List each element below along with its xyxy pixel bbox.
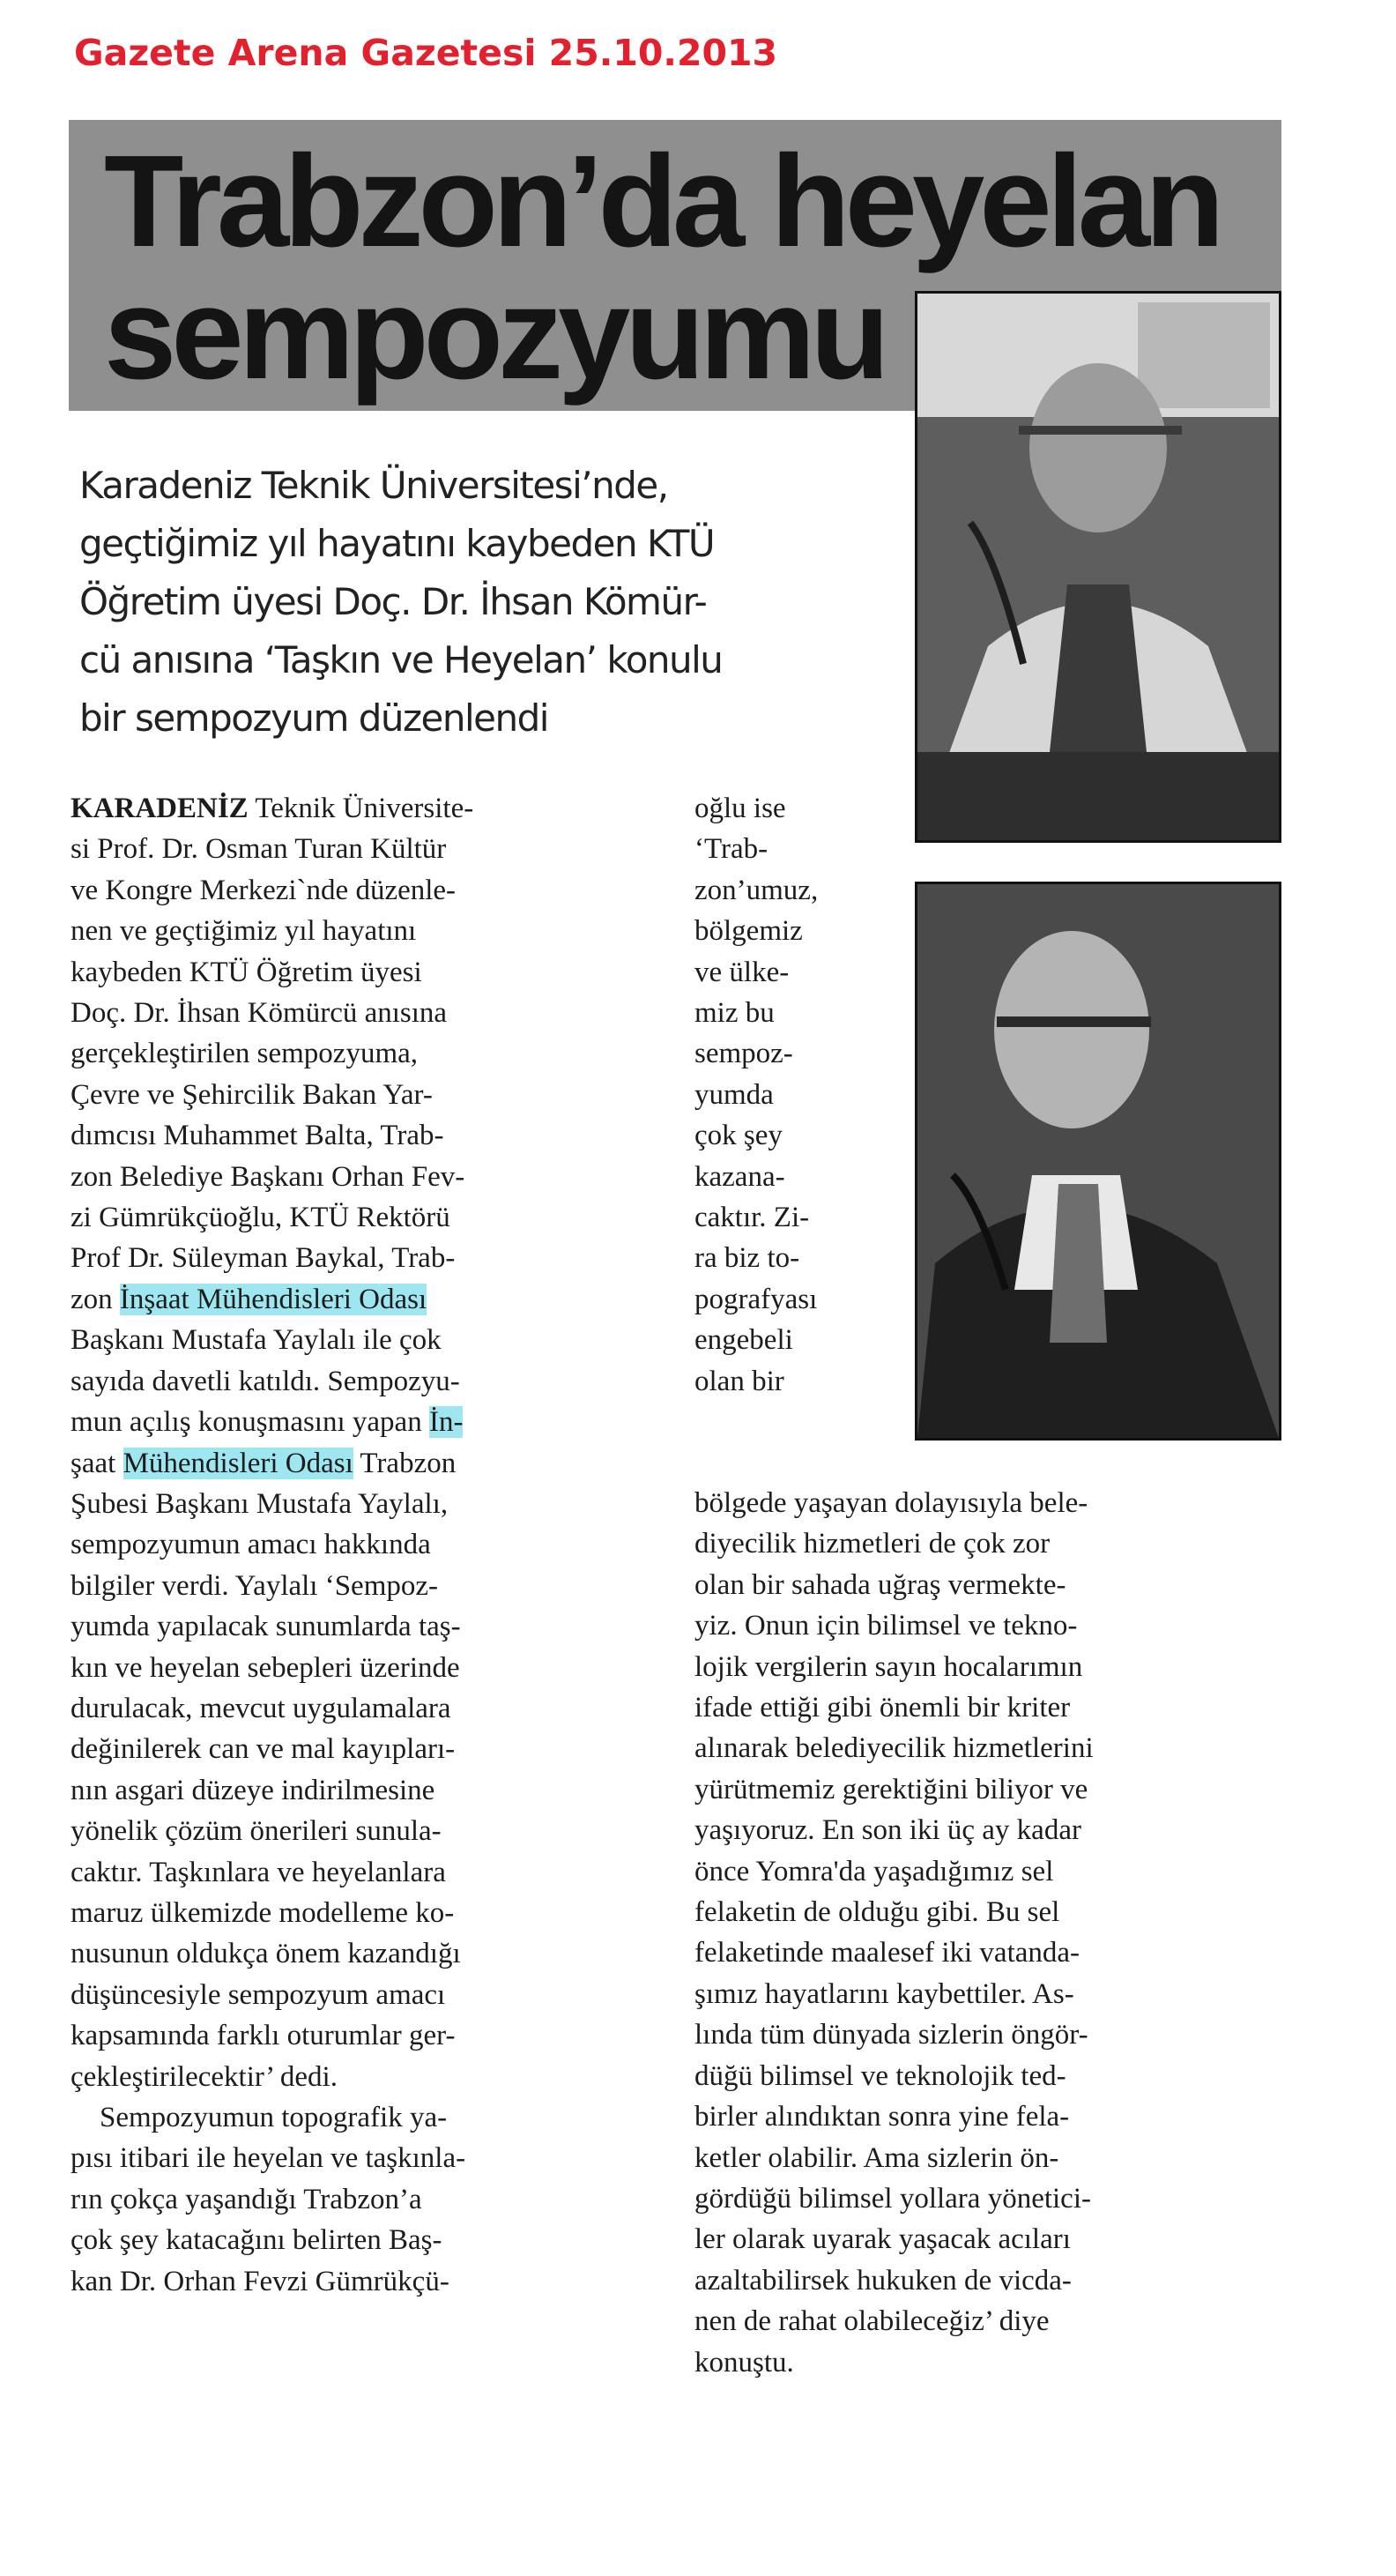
body-line: yürütmemiz gerektiğini biliyor ve bbox=[694, 1773, 1088, 1805]
body-line: diyecilik hizmetleri de çok zor bbox=[694, 1528, 1051, 1560]
body-line: gördüğü bilimsel yollara yönetici- bbox=[694, 2182, 1091, 2215]
body-line: yumda bbox=[694, 1078, 774, 1111]
body-line: Doç. Dr. İhsan Kömürcü anısına bbox=[71, 997, 448, 1030]
body-line: nen ve geçtiğimiz yıl hayatını bbox=[71, 915, 417, 948]
body-line: felaketinde maalesef iki vatanda- bbox=[694, 1937, 1080, 1969]
body-line: dımcısı Muhammet Balta, Trab- bbox=[71, 1120, 444, 1152]
body-column-narrow bbox=[694, 788, 906, 1402]
body-line: ve Kongre Merkezi`nde düzenle- bbox=[71, 874, 457, 906]
body-line: ifade ettiği gibi önemli bir kriter bbox=[694, 1692, 1071, 1724]
deck-line: cü anısına ‘Taşkın ve Heyelan’ konulu bbox=[79, 638, 723, 681]
body-line: nen de rahat olabileceğiz’ diye bbox=[694, 2305, 1050, 2338]
body-line: birler alındıktan sonra yine fela- bbox=[694, 2101, 1070, 2133]
body-line: nın asgari düzeye indirilmesine bbox=[71, 1774, 435, 1806]
body-line: kan Dr. Orhan Fevzi Gümrükçü- bbox=[71, 2265, 449, 2297]
body-line bbox=[71, 788, 652, 829]
deck-line: Karadeniz Teknik Üniversitesi’nde, bbox=[79, 464, 668, 507]
body-line: düşüncesiyle sempozyum amacı bbox=[71, 1978, 446, 2011]
text-run: Teknik Üniversite- bbox=[248, 793, 474, 824]
body-line: kın ve heyelan sebepleri üzerinde bbox=[71, 1651, 460, 1684]
body-line: Şubesi Başkanı Mustafa Yaylalı, bbox=[71, 1487, 449, 1520]
body-column-left bbox=[71, 788, 652, 2302]
body-line bbox=[71, 1402, 652, 1442]
body-line: ‘Trab- bbox=[694, 833, 769, 866]
body-line: ler olarak uyarak yaşacak acıları bbox=[694, 2223, 1071, 2256]
body-line: Sempozyumun topografik ya- bbox=[71, 2102, 448, 2133]
body-line: oğlu ise bbox=[694, 793, 786, 824]
text-run: Trabzon bbox=[353, 1447, 457, 1479]
body-line: rın çokça yaşandığı Trabzon’a bbox=[71, 2183, 422, 2215]
body-line: sempozyumun amacı hakkında bbox=[71, 1529, 431, 1561]
highlighted-text: Mühendisleri Odası bbox=[123, 1447, 353, 1479]
body-line: miz bu bbox=[694, 997, 775, 1030]
body-line bbox=[71, 1443, 652, 1484]
body-line: sayıda davetli katıldı. Sempozyu- bbox=[71, 1365, 460, 1397]
body-line: ketler olabilir. Ama sizlerin ön- bbox=[694, 2141, 1059, 2174]
body-line: düğü bilimsel ve teknolojik ted- bbox=[694, 2059, 1066, 2092]
body-line: Prof Dr. Süleyman Baykal, Trab- bbox=[71, 1242, 456, 1275]
body-column-right bbox=[694, 1483, 1276, 2383]
body-line: nusunun oldukça önem kazandığı bbox=[71, 1938, 461, 1970]
body-line bbox=[71, 1279, 652, 1320]
body-line: felaketin de olduğu gibi. Bu sel bbox=[694, 1896, 1060, 1929]
body-line: olan bir bbox=[694, 1365, 784, 1397]
photo-illustration bbox=[917, 294, 1279, 840]
body-line: Çevre ve Şehircilik Bakan Yar- bbox=[71, 1078, 433, 1111]
body-line: değinilerek can ve mal kayıpları- bbox=[71, 1733, 456, 1766]
text-run: mun açılış konuşmasını yapan bbox=[71, 1406, 429, 1439]
body-line: pısı itibari ile heyelan ve taşkınla- bbox=[71, 2142, 466, 2175]
body-line: sempoz- bbox=[694, 1038, 793, 1070]
text-run: zon bbox=[71, 1283, 120, 1315]
source-label: Gazete Arena Gazetesi 25.10.2013 bbox=[74, 32, 778, 74]
text-run: şaat bbox=[71, 1447, 123, 1479]
body-line: ve ülke- bbox=[694, 956, 790, 988]
body-line: Başkanı Mustafa Yaylalı ile çok bbox=[71, 1324, 442, 1357]
body-line: çok şey bbox=[694, 1120, 783, 1152]
speaker-photo bbox=[915, 291, 1281, 843]
body-line: yönelik çözüm önerileri sunula- bbox=[71, 1815, 442, 1848]
deck-subheadline bbox=[79, 457, 899, 748]
body-line: engebeli bbox=[694, 1324, 793, 1357]
body-line: bölgemiz bbox=[694, 915, 803, 948]
body-line: çekleştirilecektir’ dedi. bbox=[71, 2060, 338, 2093]
body-line: bilgiler verdi. Yaylalı ‘Sempoz- bbox=[71, 1569, 439, 1602]
body-line: si Prof. Dr. Osman Turan Kültür bbox=[71, 833, 447, 866]
deck-line: Öğretim üyesi Doç. Dr. İhsan Kömür- bbox=[79, 580, 707, 623]
body-line: gerçekleştirilen sempozyuma, bbox=[71, 1038, 419, 1070]
body-line: zon Belediye Başkanı Orhan Fev- bbox=[71, 1160, 465, 1193]
body-line: azaltabilirsek hukuken de vicda- bbox=[694, 2264, 1072, 2297]
deck-line: geçtiğimiz yıl hayatını kaybeden KTÜ bbox=[79, 522, 715, 565]
body-line: konuştu. bbox=[694, 2346, 794, 2379]
body-line: caktır. Zi- bbox=[694, 1202, 810, 1234]
body-line: kazana- bbox=[694, 1160, 785, 1193]
body-line: yaşıyoruz. En son iki üç ay kadar bbox=[694, 1814, 1081, 1847]
body-line: caktır. Taşkınlara ve heyelanlara bbox=[71, 1856, 446, 1888]
body-line: bölgede yaşayan dolayısıyla bele- bbox=[694, 1487, 1088, 1519]
body-line: zi Gümrükçüoğlu, KTÜ Rektörü bbox=[71, 1202, 450, 1234]
newspaper-clipping bbox=[65, 120, 1278, 2500]
highlighted-text: İnşaat Mühendisleri Odası bbox=[119, 1283, 427, 1315]
body-line: zon’umuz, bbox=[694, 874, 819, 906]
body-line: durulacak, mevcut uygulamalara bbox=[71, 1692, 451, 1724]
photo-illustration bbox=[917, 884, 1279, 1438]
body-line: önce Yomra'da yaşadığımız sel bbox=[694, 1855, 1054, 1887]
speaker-photo bbox=[915, 882, 1281, 1441]
body-line: alınarak belediyecilik hizmetlerini bbox=[694, 1732, 1094, 1765]
body-line: olan bir sahada uğraş vermekte- bbox=[694, 1568, 1066, 1601]
headline-line: Trabzon’da heyelan bbox=[104, 129, 1220, 274]
body-line: çok şey katacağını belirten Baş- bbox=[71, 2224, 442, 2257]
body-line: yumda yapılacak sunumlarda taş- bbox=[71, 1611, 461, 1643]
body-line: pografyası bbox=[694, 1283, 818, 1315]
body-line: lojik vergilerin sayın hocalarımın bbox=[694, 1650, 1083, 1683]
body-line: kaybeden KTÜ Öğretim üyesi bbox=[71, 956, 422, 988]
deck-line: bir sempozyum düzenlendi bbox=[79, 696, 548, 740]
body-line: lında tüm dünyada sizlerin öngör- bbox=[694, 2019, 1088, 2051]
body-line: maruz ülkemizde modelleme ko- bbox=[71, 1896, 455, 1929]
body-line: yiz. Onun için bilimsel ve tekno- bbox=[694, 1610, 1078, 1642]
body-line: ra biz to- bbox=[694, 1242, 800, 1275]
headline-line: sempozyumu bbox=[104, 261, 885, 406]
highlighted-text: İn- bbox=[428, 1406, 464, 1439]
body-line: şımız hayatlarını kaybettiler. As- bbox=[694, 1977, 1074, 2010]
body-line: kapsamında farklı oturumlar ger- bbox=[71, 2020, 456, 2052]
lead-word: KARADENİZ bbox=[71, 793, 249, 824]
